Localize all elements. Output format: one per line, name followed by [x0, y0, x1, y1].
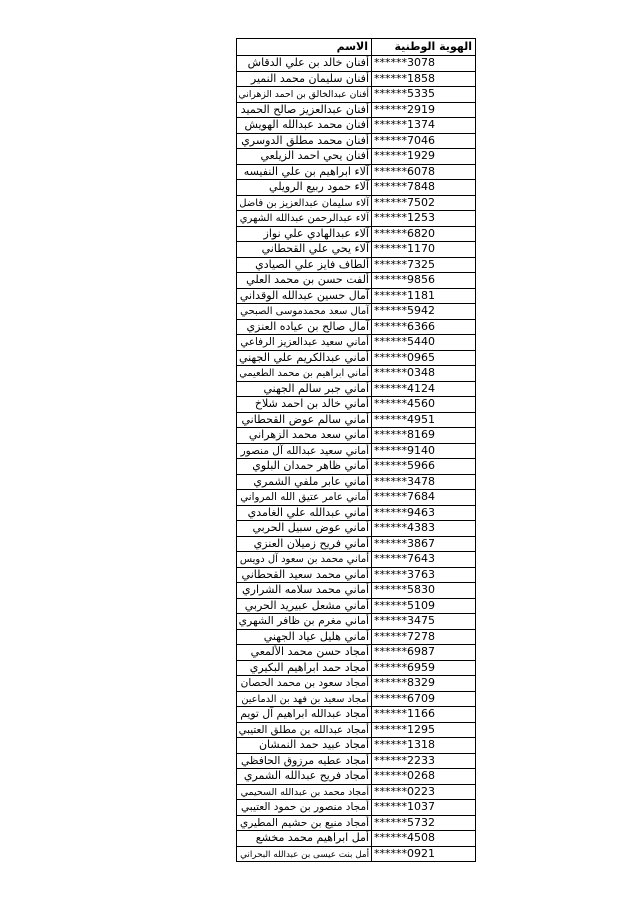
name-text: أماني فريح زميلان العنزي	[253, 536, 369, 550]
table-row	[237, 117, 475, 133]
name-text: أماني ظاهر حمدان البلوي	[252, 459, 369, 472]
national-id-cell: ******4560	[371, 397, 475, 412]
table-row	[237, 148, 475, 164]
name-text: أماني جبر سالم الجهني	[263, 381, 369, 395]
national-id-cell: ******1295	[371, 723, 475, 738]
national-id-cell: ******1374	[371, 118, 475, 133]
name-cell	[237, 134, 371, 149]
name-text: أمجاد حسن محمد الألمعي	[250, 645, 369, 658]
name-cell	[237, 397, 371, 412]
national-id-cell: ******7684	[371, 490, 475, 505]
name-text: أماني سعيد عبدالله آل منصور	[240, 444, 369, 457]
national-id-cell: ******1181	[371, 289, 475, 304]
name-cell	[237, 459, 371, 474]
name-text: آلاء حمود ربيع الرويلي	[269, 180, 369, 193]
name-text: أماني مغرم بن ظافر الشهري	[238, 614, 369, 627]
table-row	[237, 427, 475, 443]
table-row	[237, 412, 475, 428]
table-row	[237, 164, 475, 180]
table-row	[237, 830, 475, 846]
name-cell	[237, 816, 371, 831]
name-cell	[237, 103, 371, 118]
national-id-cell: ******0268	[371, 769, 475, 784]
name-text: أماني عوض سبيل الحربي	[252, 521, 369, 534]
national-id-cell: ******1170	[371, 242, 475, 257]
table-row	[237, 567, 475, 583]
national-id-cell: ******5830	[371, 583, 475, 598]
table-row	[237, 737, 475, 753]
name-cell	[237, 831, 371, 846]
header-national-id: الهوية الوطنية	[371, 39, 475, 55]
name-text: أفنان عبدالخالق بن احمد الزهراني	[238, 89, 369, 100]
name-cell	[237, 599, 371, 614]
national-id-cell: ******5732	[371, 816, 475, 831]
name-cell	[237, 273, 371, 288]
name-cell	[237, 645, 371, 660]
national-id-cell: ******1858	[371, 72, 475, 87]
name-text: آلاء يحي علي القحطاني	[261, 242, 369, 255]
national-id-cell: ******5942	[371, 304, 475, 319]
name-text: أماني عبدالله علي الغامدي	[247, 505, 369, 519]
name-text: أمجاد عبدالله ابراهيم آل تويم	[240, 707, 369, 720]
name-text: أماني ابراهيم بن محمد الطعيمي	[239, 368, 369, 379]
table-row	[237, 675, 475, 691]
national-id-cell: ******1253	[371, 211, 475, 226]
name-cell	[237, 568, 371, 583]
name-text: أمل بنت عيسى بن عبدالله البحراني	[240, 849, 369, 860]
national-id-cell: ******0965	[371, 351, 475, 366]
table-row	[237, 102, 475, 118]
national-id-cell: ******6987	[371, 645, 475, 660]
national-id-cell: ******2919	[371, 103, 475, 118]
name-text: أفنان محمد مطلق الدوسري	[241, 133, 369, 147]
name-cell	[237, 800, 371, 815]
table-row	[237, 396, 475, 412]
table-row	[237, 598, 475, 614]
name-cell	[237, 289, 371, 304]
table-row	[237, 489, 475, 505]
national-id-cell: ******7046	[371, 134, 475, 149]
name-text: أماني عبدالكريم علي الجهني	[238, 350, 369, 364]
name-text: أفنان يحي احمد الزيلعي	[260, 149, 369, 162]
table-row	[237, 613, 475, 629]
table-row	[237, 365, 475, 381]
name-cell	[237, 72, 371, 87]
national-id-cell: ******3867	[371, 537, 475, 552]
national-id-cell: ******5966	[371, 459, 475, 474]
national-id-cell: ******5440	[371, 335, 475, 350]
name-cell	[237, 661, 371, 676]
name-text: آلاء عبدالرحمن عبدالله الشهري	[239, 213, 369, 224]
table-row	[237, 71, 475, 87]
national-id-cell: ******6366	[371, 320, 475, 335]
name-text: آمال حسين عبدالله الوقداني	[239, 288, 369, 302]
name-text: أمجاد حمد ابراهيم البكيري	[249, 660, 369, 674]
name-text: أماني سعيد عبدالعزيز الرفاعي	[240, 336, 369, 348]
name-text: أفنان محمد عبدالله الهويش	[244, 118, 369, 131]
national-id-cell: ******5109	[371, 599, 475, 614]
name-text: أماني محمد سعيد القحطاني	[241, 567, 369, 581]
name-cell	[237, 242, 371, 257]
national-id-cell: ******8169	[371, 428, 475, 443]
name-cell	[237, 707, 371, 722]
name-cell	[237, 676, 371, 691]
name-text: أمجاد عبيد حمد النمشان	[258, 738, 369, 751]
name-cell	[237, 366, 371, 381]
name-text: آمال صالح بن عياده العنزي	[246, 319, 369, 333]
name-cell	[237, 87, 371, 102]
name-cell	[237, 227, 371, 242]
table-row	[237, 691, 475, 707]
name-cell	[237, 506, 371, 521]
table-row	[237, 784, 475, 800]
name-text: أماني مشعل عبيريد الحربي	[244, 598, 369, 612]
national-id-cell: ******6709	[371, 692, 475, 707]
name-cell	[237, 165, 371, 180]
table-row	[237, 55, 475, 71]
table-row	[237, 272, 475, 288]
name-cell	[237, 754, 371, 769]
national-id-cell: ******6078	[371, 165, 475, 180]
name-cell	[237, 769, 371, 784]
national-id-cell: ******1166	[371, 707, 475, 722]
name-text: أماني خالد بن احمد شلاخ	[254, 397, 369, 410]
name-cell	[237, 335, 371, 350]
name-text: آلاء سليمان عبدالعزيز بن فاضل	[239, 197, 369, 209]
table-row	[237, 195, 475, 211]
name-cell	[237, 382, 371, 397]
name-cell	[237, 847, 371, 862]
name-text: ألفت حسن بن محمد العلي	[246, 273, 369, 286]
table-row	[237, 505, 475, 521]
table-row	[237, 520, 475, 536]
national-id-cell: ******9140	[371, 444, 475, 459]
name-cell	[237, 56, 371, 71]
table-row	[237, 768, 475, 784]
table-row	[237, 381, 475, 397]
national-id-cell: ******3763	[371, 568, 475, 583]
name-text: أماني محمد بن سعود آل دويس	[239, 554, 369, 565]
national-id-cell: ******1929	[371, 149, 475, 164]
national-id-cell: ******4951	[371, 413, 475, 428]
national-id-cell: ******4383	[371, 521, 475, 536]
name-cell	[237, 552, 371, 567]
name-text: أماني سالم عوض القحطاني	[241, 412, 369, 426]
table-row	[237, 443, 475, 459]
name-text: أمجاد فريح عبدالله الشمري	[243, 769, 369, 782]
national-id-cell: ******0921	[371, 847, 475, 862]
table-row	[237, 722, 475, 738]
national-id-cell: ******6959	[371, 661, 475, 676]
name-cell	[237, 180, 371, 195]
national-id-cell: ******3478	[371, 475, 475, 490]
name-text: أمجاد سعيد بن فهد بن الدماعين	[241, 693, 369, 705]
table-row	[237, 458, 475, 474]
table-row	[237, 799, 475, 815]
table-row	[237, 660, 475, 676]
name-text: أفنان سليمان محمد النمير	[250, 71, 369, 85]
name-text: أماني محمد سلامه الشراري	[242, 583, 369, 596]
national-id-cell: ******7848	[371, 180, 475, 195]
name-cell	[237, 521, 371, 536]
national-id-cell: ******3078	[371, 56, 475, 71]
name-cell	[237, 583, 371, 598]
table-header-row	[237, 38, 475, 55]
table-row	[237, 319, 475, 335]
national-id-cell: ******7502	[371, 196, 475, 211]
name-text: أمجاد عبدالله بن مطلق العتيبي	[238, 723, 369, 736]
table-row	[237, 226, 475, 242]
name-text: أمجاد عطيه مرزوق الحافظي	[240, 753, 369, 767]
name-cell	[237, 149, 371, 164]
national-id-cell: ******6820	[371, 227, 475, 242]
table-row	[237, 644, 475, 660]
name-text: أماني هليل عياد الجهني	[263, 629, 369, 643]
name-cell	[237, 692, 371, 707]
table-row	[237, 210, 475, 226]
national-id-cell: ******5335	[371, 87, 475, 102]
national-id-cell: ******3475	[371, 614, 475, 629]
id-name-table	[236, 38, 476, 862]
table-row	[237, 334, 475, 350]
table-row	[237, 133, 475, 149]
name-cell	[237, 444, 371, 459]
table-row	[237, 350, 475, 366]
national-id-cell: ******4124	[371, 382, 475, 397]
national-id-cell: ******8329	[371, 676, 475, 691]
table-row	[237, 288, 475, 304]
name-cell	[237, 723, 371, 738]
name-text: أمجاد محمد بن عبدالله السحيمي	[240, 786, 369, 798]
table-row	[237, 706, 475, 722]
name-cell	[237, 475, 371, 490]
name-text: أماني عامر عتيق الله المرواني	[240, 491, 369, 503]
name-text: أمجاد منيع بن حشيم المطيري	[239, 816, 369, 829]
national-id-cell: ******9856	[371, 273, 475, 288]
table-row	[237, 629, 475, 645]
national-id-cell: ******7278	[371, 630, 475, 645]
table-row	[237, 86, 475, 102]
national-id-cell: ******0348	[371, 366, 475, 381]
name-cell	[237, 614, 371, 629]
name-cell	[237, 320, 371, 335]
name-cell	[237, 258, 371, 273]
table-row	[237, 303, 475, 319]
name-text: آمال سعد محمدموسى الصبحي	[240, 306, 369, 317]
table-row	[237, 753, 475, 769]
name-text: آلاء ابراهيم بن علي النفيسه	[243, 164, 369, 178]
table-row	[237, 846, 475, 862]
name-cell	[237, 211, 371, 226]
name-text: أماني سعد محمد الزهراني	[248, 428, 369, 441]
name-cell	[237, 630, 371, 645]
national-id-cell: ******7643	[371, 552, 475, 567]
name-cell	[237, 738, 371, 753]
table-row	[237, 257, 475, 273]
name-text: أمجاد منصور بن حمود العتيبي	[241, 801, 369, 813]
name-text: ألطاف فايز علي الصيادي	[255, 257, 369, 271]
name-cell	[237, 490, 371, 505]
name-cell	[237, 304, 371, 319]
name-cell	[237, 428, 371, 443]
national-id-cell: ******7325	[371, 258, 475, 273]
name-text: أفنان خالد بن علي الدقاش	[247, 56, 369, 69]
name-text: أمل ابراهيم محمد مخشع	[255, 831, 369, 844]
table-row	[237, 582, 475, 598]
name-text: أمجاد سعود بن محمد الحصان	[240, 677, 369, 689]
name-cell	[237, 118, 371, 133]
name-cell	[237, 351, 371, 366]
national-id-cell: ******1318	[371, 738, 475, 753]
header-name: الاسم	[336, 40, 368, 53]
national-id-cell: ******2233	[371, 754, 475, 769]
name-cell	[237, 413, 371, 428]
name-cell	[237, 785, 371, 800]
national-id-cell: ******1037	[371, 800, 475, 815]
table-body	[237, 55, 475, 861]
table-row	[237, 536, 475, 552]
table-row	[237, 179, 475, 195]
name-text: أماني عابر ملفي الشمري	[253, 474, 369, 488]
name-text: آلاء عبدالهادي علي نواز	[263, 226, 369, 240]
table-row	[237, 551, 475, 567]
national-id-cell: ******0223	[371, 785, 475, 800]
national-id-cell: ******9463	[371, 506, 475, 521]
name-text: أفنان عبدالعزيز صالح الحميد	[240, 102, 369, 116]
table-row	[237, 815, 475, 831]
name-cell	[237, 537, 371, 552]
table-row	[237, 241, 475, 257]
national-id-cell: ******4508	[371, 831, 475, 846]
table-row	[237, 474, 475, 490]
name-cell	[237, 196, 371, 211]
